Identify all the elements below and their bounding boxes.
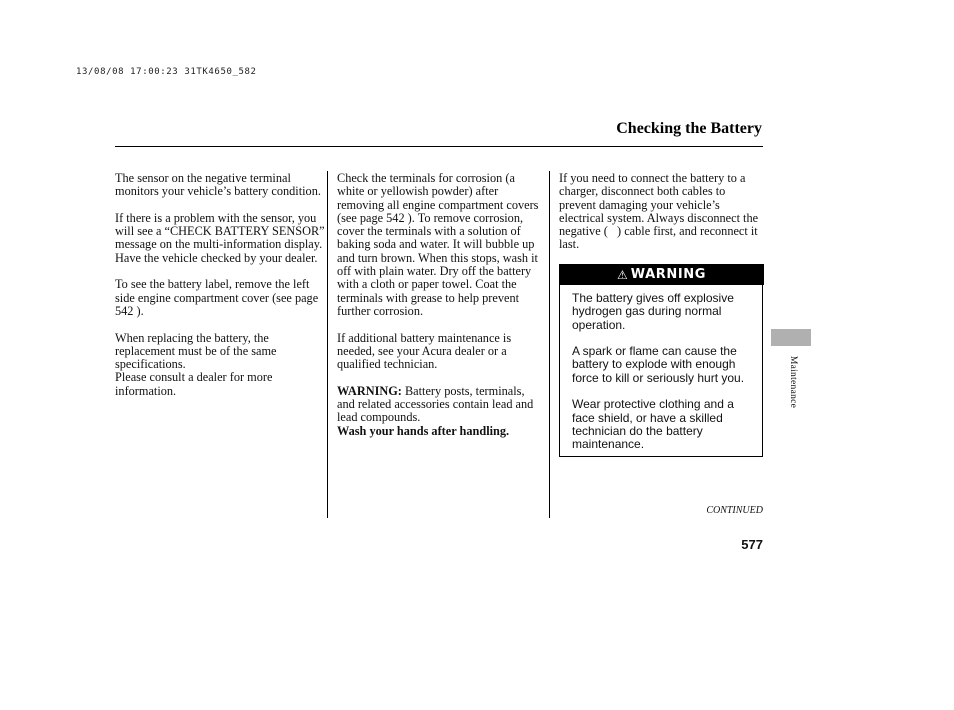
charger-paragraph: If you need to connect the battery to a charger, disconnect both cables to prevent damaging your vehicle’s electrical system. Always disconnect the negative ( ) cable first, and reconnect it last.: [559, 171, 759, 252]
corrosion-paragraph: Check the terminals for corrosion (a white or yellowish powder) after removing all engine compartment covers (see page 542 ). To remove corrosion, cover the terminals with a solution of baking soda and water. It will bubble up and turn brown. When this stops, wash it off with plain water. Dry off the battery with a cloth or paper towel. Coat the terminals with grease to help prevent further corrosion.: [337, 171, 539, 318]
warning-text: [572, 292, 758, 465]
battery-label-paragraph: To see the battery label, remove the left side engine compartment cover (see page 542 ).: [115, 277, 319, 318]
page-title: Checking the Battery: [616, 120, 762, 137]
lead-warning-paragraph: [337, 385, 545, 438]
warning-label: WARNING: [630, 267, 707, 282]
maintenance-paragraph: If additional battery maintenance is needed, see your Acura dealer or a qualified technician.: [337, 330, 512, 372]
title-rule: [115, 146, 763, 147]
column-divider-2: [549, 171, 550, 518]
section-label: Maintenance: [788, 355, 799, 409]
sensor-paragraph: The sensor on the negative terminal monitors your vehicle’s battery condition.: [115, 171, 321, 199]
column-2: [337, 172, 545, 451]
column-1: [115, 172, 325, 411]
print-stamp: 13/08/08 17:00:23 31TK4650_582: [76, 67, 257, 77]
continued-label: CONTINUED: [706, 505, 763, 516]
lead-warning-label: WARNING:: [337, 383, 402, 398]
warning-paragraph-3: Wear protective clothing and a face shield, or have a skilled technician do the battery maintenance.: [572, 397, 734, 452]
page-number: 577: [741, 537, 763, 552]
warning-paragraph-2: A spark or flame can cause the battery to explode with enough force to kill or seriously hurt you.: [572, 344, 745, 385]
column-3: [559, 172, 765, 265]
warning-triangle-icon: ⚠: [616, 267, 628, 282]
warning-header: [559, 264, 764, 285]
lead-warning-text: Battery posts, terminals, and related accessories contain lead and lead compounds.: [337, 383, 534, 425]
section-tab: [771, 329, 811, 346]
consult-dealer-paragraph: Please consult a dealer for more information.: [115, 370, 273, 398]
column-divider-1: [327, 171, 328, 518]
warning-paragraph-1: The battery gives off explosive hydrogen gas during normal operation.: [572, 291, 734, 332]
wash-hands-text: Wash your hands after handling.: [337, 423, 510, 438]
sensor-problem-paragraph: If there is a problem with the sensor, you will see a “CHECK BATTERY SENSOR” message on the multi-information display. Have the vehicle checked by your dealer.: [115, 210, 325, 265]
replacement-paragraph: When replacing the battery, the replacement must be of the same specifications.: [115, 330, 277, 372]
